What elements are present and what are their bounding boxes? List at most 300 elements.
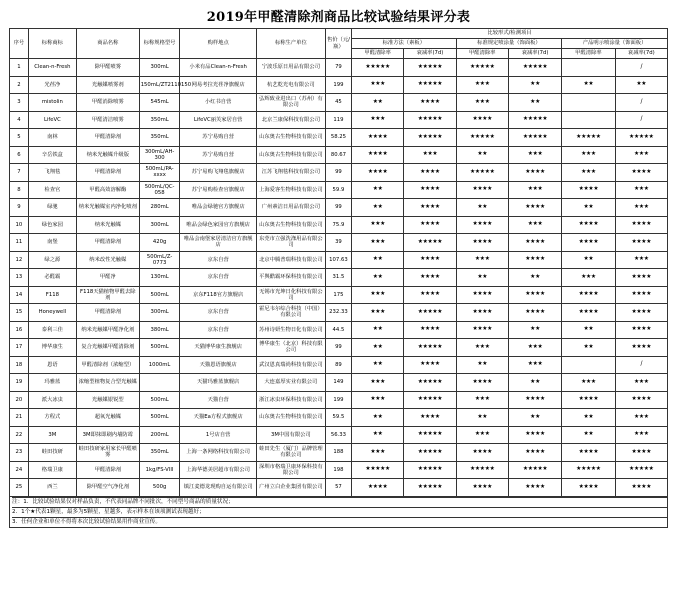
cell-no: 3 [10,94,29,112]
cell-price: 199 [325,76,351,94]
cell-price: 75.9 [325,216,351,234]
header-price: 售价（元/瓶） [325,29,351,59]
cell-shop: 苏宁易购飞翔毯旗舰店 [180,164,256,182]
cell-removal-standard: ★★ [352,356,404,374]
cell-brand: 方程式 [28,409,76,427]
cell-decay-label-amount: ★★★★ [615,444,667,462]
cell-product: 纳米光触媒 [76,216,139,234]
cell-removal-standard: ★★★★ [352,146,404,164]
cell-product: 纳米光触媒室内净化喷剂 [76,199,139,217]
cell-spec: 500mL/Z-0773 [139,251,180,269]
cell-removal-standard: ★★★★ [352,164,404,182]
cell-removal-standard: ★★ [352,94,404,112]
cell-decay-spec-amount: ★★★★ [508,391,561,409]
table-row [10,356,668,374]
footnote-1: 注：1．比较试验结果仅对样品负责，不代表同品牌不同批次，不同型号商品的质量状况； [12,497,667,507]
table-row [10,94,668,112]
cell-maker: 3M中国有限公司 [256,426,325,444]
cell-decay-spec-amount: ★★★★ [508,234,561,252]
table-row [10,426,668,444]
cell-removal-spec-amount: ★★★★★ [456,59,508,77]
cell-removal-label-amount: ★★ [562,409,615,427]
table-row [10,146,668,164]
cell-spec: 500mL/QC-058 [139,181,180,199]
cell-maker: 山东奥古生物科技有限公司 [256,409,325,427]
cell-product: 光触媒喷雾剂 [76,76,139,94]
cell-removal-standard: ★★★★★ [352,461,404,479]
cell-decay-label-amount: ★★★★★ [615,129,667,147]
cell-decay-standard: ★★★ [404,146,456,164]
cell-no: 5 [10,129,29,147]
cell-decay-standard: ★★★★★ [404,76,456,94]
table-row [10,339,668,357]
cell-removal-standard: ★★★★ [352,479,404,497]
cell-maker: 浙江冰虫环保科技有限公司 [256,391,325,409]
cell-no: 7 [10,164,29,182]
cell-maker: 杭艺乾光电有限公司 [256,76,325,94]
cell-brand: 南林 [28,129,76,147]
table-row [10,374,668,392]
cell-removal-spec-amount: ★★★ [456,94,508,112]
results-table [9,28,668,497]
cell-price: 59.5 [325,409,351,427]
cell-removal-label-amount: ★★★ [562,374,615,392]
cell-removal-spec-amount: ★★★★ [456,304,508,322]
cell-removal-spec-amount: ★★ [456,269,508,287]
cell-no: 4 [10,111,29,129]
cell-removal-label-amount: ★★★ [562,146,615,164]
cell-removal-standard: ★★ [352,269,404,287]
cell-shop: 镇江麦德龙现购自运有限公司 [180,479,256,497]
cell-brand: 博华康生 [28,339,76,357]
cell-decay-spec-amount: ★★ [508,321,561,339]
footnote-3: 3．任何企业和单位不得将本次比较试验结果用作商业宣传。 [12,517,667,527]
cell-decay-spec-amount: ★★★ [508,181,561,199]
cell-brand: 泰利三佳 [28,321,76,339]
header-removal-3: 甲醛清除率 [562,49,615,59]
cell-maker: 东莞市立强洗涤用品有限公司 [256,234,325,252]
cell-decay-label-amount: ★★★★ [615,286,667,304]
cell-removal-standard: ★★★ [352,286,404,304]
cell-maker: 山东奥古生物科技有限公司 [256,129,325,147]
header-standard-method: 标准方法（素板） [352,39,457,49]
cell-brand: 恩语 [28,356,76,374]
cell-decay-spec-amount: ★★★ [508,216,561,234]
cell-no: 13 [10,269,29,287]
table-row [10,461,668,479]
cell-shop: 天猫玛雅蓝旗舰店 [180,374,256,392]
cell-removal-label-amount: ★★★★ [562,304,615,322]
cell-decay-standard: ★★★★★ [404,111,456,129]
cell-shop: 苏宁易购检查官旗舰店 [180,181,256,199]
cell-price: 99 [325,164,351,182]
table-row [10,181,668,199]
cell-decay-spec-amount: ★★ [508,269,561,287]
table-row [10,216,668,234]
table-row [10,251,668,269]
cell-product: 甲醛消除喷雾 [76,94,139,112]
cell-shop: 网易考拉光荏净旗舰店 [180,76,256,94]
cell-removal-spec-amount: ★★★ [456,391,508,409]
cell-no: 8 [10,181,29,199]
cell-no: 1 [10,59,29,77]
cell-decay-label-amount: ★★ [615,76,667,94]
cell-shop: 天猫恩语旗舰店 [180,356,256,374]
cell-product: 甲醛清除剂 [76,461,139,479]
cell-removal-standard: ★★★★ [352,129,404,147]
cell-removal-label-amount: ★★ [562,426,615,444]
cell-removal-spec-amount: ★★★★★ [456,461,508,479]
page-title: 2019年甲醛清除剂商品比较试验结果评分表 [206,10,471,25]
cell-decay-standard: ★★★★ [404,269,456,287]
cell-decay-standard: ★★★★★ [404,129,456,147]
cell-spec: 150mL/ZT2110150 [139,76,180,94]
cell-brand: 绿驰 [28,199,76,217]
cell-brand: 飞翔毯 [28,164,76,182]
cell-price: 44.5 [325,321,351,339]
cell-decay-spec-amount: ★★★★★ [508,59,561,77]
cell-product: 除甲醛喷雾 [76,59,139,77]
cell-removal-spec-amount: ★★★ [456,76,508,94]
cell-product: 光触媒银锐型 [76,391,139,409]
cell-no: 11 [10,234,29,252]
cell-removal-spec-amount: ★★★ [456,251,508,269]
cell-price: 89 [325,356,351,374]
table-row [10,321,668,339]
cell-no: 25 [10,479,29,497]
cell-decay-spec-amount: ★★★★ [508,164,561,182]
cell-no: 23 [10,444,29,462]
cell-no: 16 [10,321,29,339]
cell-decay-standard: ★★★★ [404,94,456,112]
cell-removal-spec-amount: ★★ [456,409,508,427]
cell-spec: 420g [139,234,180,252]
cell-removal-label-amount: ★★★★ [562,479,615,497]
table-row [10,164,668,182]
header-decay-2: 衰减率(7d) [508,49,561,59]
cell-product: 甲醛清除剂 [76,234,139,252]
cell-no: 24 [10,461,29,479]
cell-price: 56.33 [325,426,351,444]
cell-removal-label-amount: ★★★★ [562,234,615,252]
footnote-2: 2．1个★代表1颗星，最多为5颗星，星越多，表示样本在该项测试表现越好； [12,507,667,517]
cell-removal-label-amount [562,356,615,374]
cell-brand: 南堡 [28,234,76,252]
cell-removal-label-amount: ★★ [562,339,615,357]
cell-removal-label-amount: ★★ [562,321,615,339]
cell-removal-standard: ★★★★★ [352,59,404,77]
cell-brand: 派大冰虫 [28,391,76,409]
cell-decay-label-amount: ★★★★ [615,479,667,497]
cell-shop: 小米有品Clean-n-Fresh [180,59,256,77]
cell-spec: 350mL [139,129,180,147]
cell-brand: 辛岳铁盒 [28,146,76,164]
cell-shop: 京东自营 [180,304,256,322]
cell-decay-label-amount: ★★★ [615,409,667,427]
cell-price: 45 [325,94,351,112]
cell-removal-spec-amount: ★★★ [456,339,508,357]
cell-spec: 130mL [139,269,180,287]
cell-spec: 280mL [139,199,180,217]
cell-maker: 深圳市格瑞卫康环保科技有限公司 [256,461,325,479]
cell-removal-standard: ★★ [352,181,404,199]
cell-decay-standard: ★★★★ [404,286,456,304]
cell-decay-standard: ★★★★★ [404,479,456,497]
cell-shop: 京东自营 [180,269,256,287]
cell-decay-label-amount: ★★★ [615,199,667,217]
cell-decay-label-amount: ★★★ [615,181,667,199]
cell-removal-label-amount: ★★★★★ [562,461,615,479]
cell-maker: 霍尼韦尔综合科技（中国）有限公司 [256,304,325,322]
cell-decay-standard: ★★★★ [404,356,456,374]
cell-spec: 500mL [139,391,180,409]
cell-maker: 山东奥古生物科技有限公司 [256,216,325,234]
cell-no: 15 [10,304,29,322]
cell-maker: 苏州诗妍生物日化有限公司 [256,321,325,339]
table-row [10,391,668,409]
cell-decay-standard: ★★★★ [404,216,456,234]
cell-shop: 天猫博华康生旗舰店 [180,339,256,357]
cell-maker: 广州立白企业集团有限公司 [256,479,325,497]
cell-product: 蛙田技研家用家长甲醛喷雾 [76,444,139,462]
cell-no: 10 [10,216,29,234]
cell-decay-label-amount: / [615,59,667,77]
cell-maker: 博华康生（北京）科技有限公司 [256,339,325,357]
cell-no: 14 [10,286,29,304]
cell-decay-standard: ★★★★★ [404,234,456,252]
cell-spec: 380mL [139,321,180,339]
cell-removal-standard: ★★ [352,409,404,427]
cell-maker: 蛙田先生（厦门）品牌管理有限公司 [256,444,325,462]
cell-shop: LifeVC丽芙家居自营 [180,111,256,129]
cell-removal-standard: ★★★ [352,444,404,462]
cell-removal-label-amount: ★★★★ [562,391,615,409]
cell-spec: 1kg/FS-VIII [139,461,180,479]
cell-decay-standard: ★★★★★ [404,391,456,409]
cell-maker: 无锡市光坤日化科技有限公司 [256,286,325,304]
cell-decay-label-amount: ★★★ [615,251,667,269]
header-brand: 标称商标 [28,29,76,59]
cell-decay-label-amount: ★★★★ [615,234,667,252]
cell-removal-label-amount: ★★★★★ [562,129,615,147]
cell-no: 9 [10,199,29,217]
cell-removal-spec-amount: ★★ [456,356,508,374]
cell-maker: 大连嘉厚实业有限公司 [256,374,325,392]
cell-decay-label-amount: ★★★ [615,426,667,444]
cell-price: 31.5 [325,269,351,287]
cell-decay-spec-amount: ★★★ [508,339,561,357]
table-row [10,234,668,252]
cell-decay-standard: ★★★★ [404,321,456,339]
table-row [10,409,668,427]
cell-removal-label-amount: ★★ [562,251,615,269]
cell-brand: 绿之源 [28,251,76,269]
header-no: 序号 [10,29,29,59]
footnotes [9,497,668,528]
cell-spec: 500g [139,479,180,497]
cell-removal-spec-amount: ★★★ [456,426,508,444]
cell-decay-standard: ★★★★ [404,199,456,217]
cell-maker: 平舆酷霸环保科技有限公司 [256,269,325,287]
table-row [10,269,668,287]
cell-shop: 唯品会南堡家居清洁官方旗舰店 [180,234,256,252]
cell-shop: 天猫Ea方程式旗舰店 [180,409,256,427]
cell-removal-spec-amount: ★★★★★ [456,129,508,147]
cell-spec: 300mL/AH-300 [139,146,180,164]
cell-spec: 500mL [139,339,180,357]
cell-decay-standard: ★★★★ [404,181,456,199]
cell-product: 甲醛清洁喷雾 [76,111,139,129]
cell-removal-label-amount: ★★★★ [562,181,615,199]
cell-removal-standard: ★★★ [352,304,404,322]
cell-decay-label-amount: / [615,356,667,374]
cell-product: 甲醛净 [76,269,139,287]
cell-removal-spec-amount: ★★★★ [456,321,508,339]
cell-removal-spec-amount: ★★★★ [456,216,508,234]
header-removal-2: 甲醛清除率 [456,49,508,59]
cell-removal-standard: ★★ [352,339,404,357]
cell-removal-standard: ★★★ [352,216,404,234]
cell-spec: 500mL [139,409,180,427]
cell-price: 188 [325,444,351,462]
cell-decay-spec-amount: ★★★★ [508,286,561,304]
cell-decay-label-amount: ★★★★ [615,164,667,182]
cell-brand: 玛雅蓝 [28,374,76,392]
header-spec: 标称规格型号 [139,29,180,59]
cell-decay-standard: ★★★★★ [404,374,456,392]
table-row [10,479,668,497]
cell-price: 149 [325,374,351,392]
cell-decay-standard: ★★★★★ [404,59,456,77]
cell-maker: 江苏飞翔毯科技有限公司 [256,164,325,182]
cell-product: 纳米光触媒甲醛净化剂 [76,321,139,339]
table-body [10,59,668,497]
cell-decay-spec-amount: ★★★★★ [508,461,561,479]
cell-decay-spec-amount: ★★ [508,94,561,112]
cell-decay-label-amount: ★★★★★ [615,461,667,479]
table-row [10,304,668,322]
cell-spec: 200mL [139,426,180,444]
cell-price: 232.33 [325,304,351,322]
header-group: 比较形式/检测项目 [352,29,668,39]
cell-removal-spec-amount: ★★ [456,146,508,164]
cell-removal-standard: ★★ [352,251,404,269]
cell-price: 99 [325,339,351,357]
cell-removal-spec-amount: ★★ [456,199,508,217]
cell-removal-label-amount: ★★★ [562,269,615,287]
cell-decay-standard: ★★★★★ [404,339,456,357]
cell-removal-standard: ★★★ [352,234,404,252]
cell-removal-spec-amount: ★★★★ [456,181,508,199]
cell-brand: 蛙田技研 [28,444,76,462]
table-row [10,76,668,94]
cell-decay-label-amount: ★★★★ [615,304,667,322]
cell-decay-label-amount: ★★★★ [615,391,667,409]
cell-decay-spec-amount: ★★★ [508,356,561,374]
cell-removal-spec-amount: ★★★★ [456,234,508,252]
cell-removal-label-amount: ★★ [562,199,615,217]
table-row [10,59,668,77]
header-product: 商品名称 [76,29,139,59]
cell-brand: 绿色家园 [28,216,76,234]
cell-decay-spec-amount: ★★★★ [508,426,561,444]
cell-removal-standard: ★★★ [352,76,404,94]
cell-shop: 天猫自营 [180,391,256,409]
cell-brand: 格瑞卫康 [28,461,76,479]
table-row [10,111,668,129]
cell-decay-standard: ★★★★★ [404,461,456,479]
header-removal-1: 甲醛清除率 [352,49,404,59]
cell-decay-spec-amount: ★★★ [508,146,561,164]
cell-removal-label-amount: ★★★★ [562,286,615,304]
cell-spec: 300mL [139,59,180,77]
cell-maker: 弘辉致业进出口（苏州）有限公司 [256,94,325,112]
cell-removal-label-amount: ★★ [562,76,615,94]
cell-decay-label-amount: / [615,111,667,129]
cell-decay-spec-amount: ★★★★★ [508,111,561,129]
cell-price: 198 [325,461,351,479]
cell-decay-standard: ★★★★★ [404,426,456,444]
cell-spec [139,374,180,392]
cell-maker: 山东奥古生物科技有限公司 [256,146,325,164]
header-shop: 购样地点 [180,29,256,59]
cell-maker: 武汉恩真瑞尚科技有限公司 [256,356,325,374]
cell-brand: LifeVC [28,111,76,129]
cell-price: 119 [325,111,351,129]
cell-decay-spec-amount: ★★★★ [508,199,561,217]
cell-maker: 宁波乐原日用品有限公司 [256,59,325,77]
cell-maker: 广州素洁日用品有限公司 [256,199,325,217]
cell-product: 超氧光触媒 [76,409,139,427]
cell-decay-label-amount: ★★★★ [615,269,667,287]
cell-shop: 苏宁易购自营 [180,146,256,164]
header-standard-amount: 标准规定喷涂量（饰面板） [456,39,562,49]
cell-removal-spec-amount: ★★★★★ [456,164,508,182]
cell-removal-standard: ★★★ [352,391,404,409]
cell-brand: 西兰 [28,479,76,497]
cell-removal-spec-amount: ★★★★ [456,286,508,304]
cell-brand: F118 [28,286,76,304]
cell-decay-spec-amount: ★★ [508,374,561,392]
cell-decay-label-amount: ★★★★ [615,321,667,339]
cell-maker: 北京兰康保科技有限公司 [256,111,325,129]
cell-shop: 1号店自营 [180,426,256,444]
cell-price: 99 [325,199,351,217]
cell-decay-label-amount: ★★★★ [615,339,667,357]
cell-decay-standard: ★★★★★ [404,444,456,462]
cell-decay-spec-amount: ★★★★ [508,479,561,497]
cell-price: 39 [325,234,351,252]
cell-product: 浓缩型植物复合型光触媒 [76,374,139,392]
cell-spec: 300mL [139,304,180,322]
cell-spec: 500mL [139,286,180,304]
cell-brand: Clean-n-Fresh [28,59,76,77]
cell-spec: 350mL [139,111,180,129]
cell-price: 107.63 [325,251,351,269]
cell-price: 58.25 [325,129,351,147]
cell-product: 甲醛清除剂（浓缩型） [76,356,139,374]
cell-brand: mistolin [28,94,76,112]
cell-product: 甲醛清除剂 [76,129,139,147]
cell-spec: 500mL/PA-xxxx [139,164,180,182]
cell-decay-standard: ★★★★ [404,409,456,427]
cell-no: 12 [10,251,29,269]
cell-decay-label-amount: ★★★★ [615,216,667,234]
cell-shop: 唯品会绿色家园官方旗舰店 [180,216,256,234]
cell-decay-standard: ★★★★★ [404,304,456,322]
cell-removal-label-amount: ★★★ [562,164,615,182]
cell-product: 除甲醛空气净化剂 [76,479,139,497]
